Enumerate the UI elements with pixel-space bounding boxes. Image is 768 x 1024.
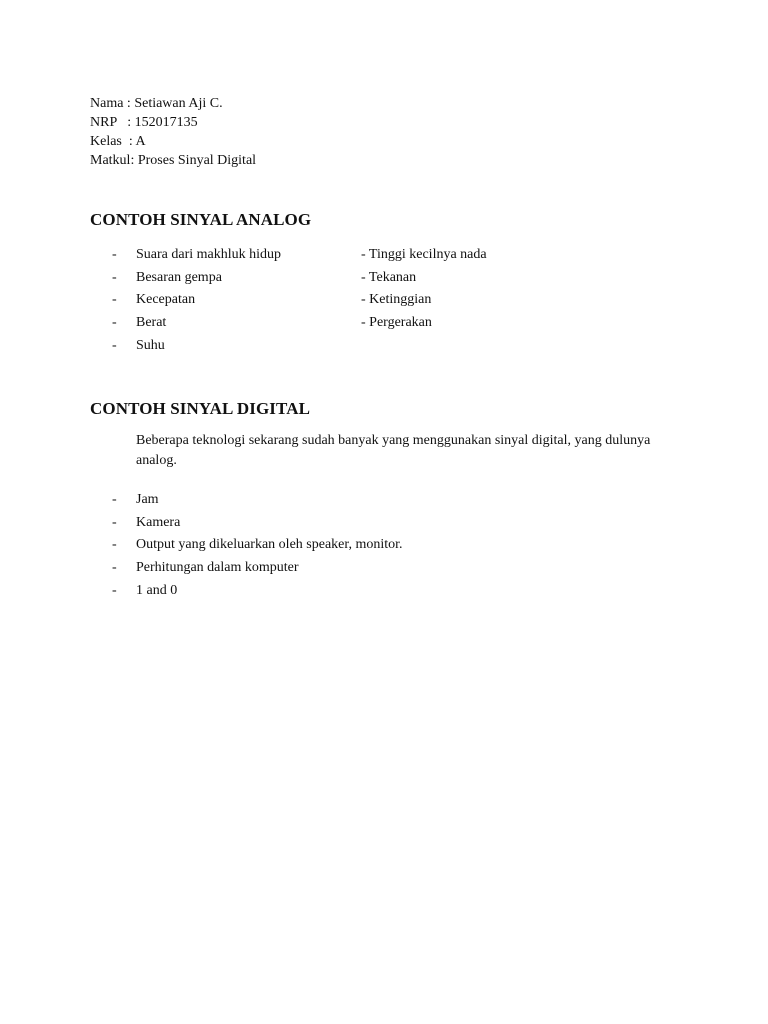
list-dash: - bbox=[112, 315, 117, 331]
list-dash: - bbox=[112, 514, 117, 530]
student-name: Nama : Setiawan Aji C. bbox=[90, 96, 223, 111]
list-item-text: Suhu bbox=[136, 337, 165, 353]
list-dash: - bbox=[112, 492, 117, 507]
list-item-text: Kecepatan bbox=[136, 292, 196, 308]
list-item-text: Output yang dikeluarkan oleh speaker, monitor. bbox=[136, 537, 403, 553]
analog-section-title: CONTOH SINYAL ANALOG bbox=[90, 210, 312, 229]
list-dash: - bbox=[112, 247, 117, 262]
student-class: Kelas : A bbox=[90, 134, 146, 149]
list-item-text: Suara dari makhluk hidup bbox=[136, 247, 282, 262]
digital-intro-paragraph: Beberapa teknologi sekarang sudah banyak yang menggunakan sinyal digital, yang dulunya analog. bbox=[136, 433, 651, 468]
list-item: - Ketinggian bbox=[361, 292, 432, 308]
student-info bbox=[90, 94, 256, 170]
list-item: - Tekanan bbox=[361, 269, 417, 285]
list-item: - Tinggi kecilnya nada bbox=[361, 247, 487, 262]
student-nrp: NRP : 152017135 bbox=[90, 115, 198, 130]
list-dash: - bbox=[112, 292, 117, 308]
digital-section-title: CONTOH SINYAL DIGITAL bbox=[90, 399, 311, 418]
list-item: - Pergerakan bbox=[361, 315, 432, 331]
list-item-text: Kamera bbox=[136, 514, 181, 530]
list-dash: - bbox=[112, 560, 117, 576]
list-dash: - bbox=[112, 537, 117, 553]
list-item-text: Perhitungan dalam komputer bbox=[136, 560, 299, 576]
list-item-text: Berat bbox=[136, 315, 167, 331]
list-item-text: Jam bbox=[136, 492, 159, 507]
course-name: Matkul: Proses Sinyal Digital bbox=[90, 153, 257, 168]
list-item-text: 1 and 0 bbox=[136, 582, 178, 598]
list-dash: - bbox=[112, 337, 117, 353]
list-item-text: Besaran gempa bbox=[136, 269, 222, 285]
analog-list-right bbox=[361, 245, 487, 336]
list-dash: - bbox=[112, 582, 117, 598]
list-dash: - bbox=[112, 269, 117, 285]
